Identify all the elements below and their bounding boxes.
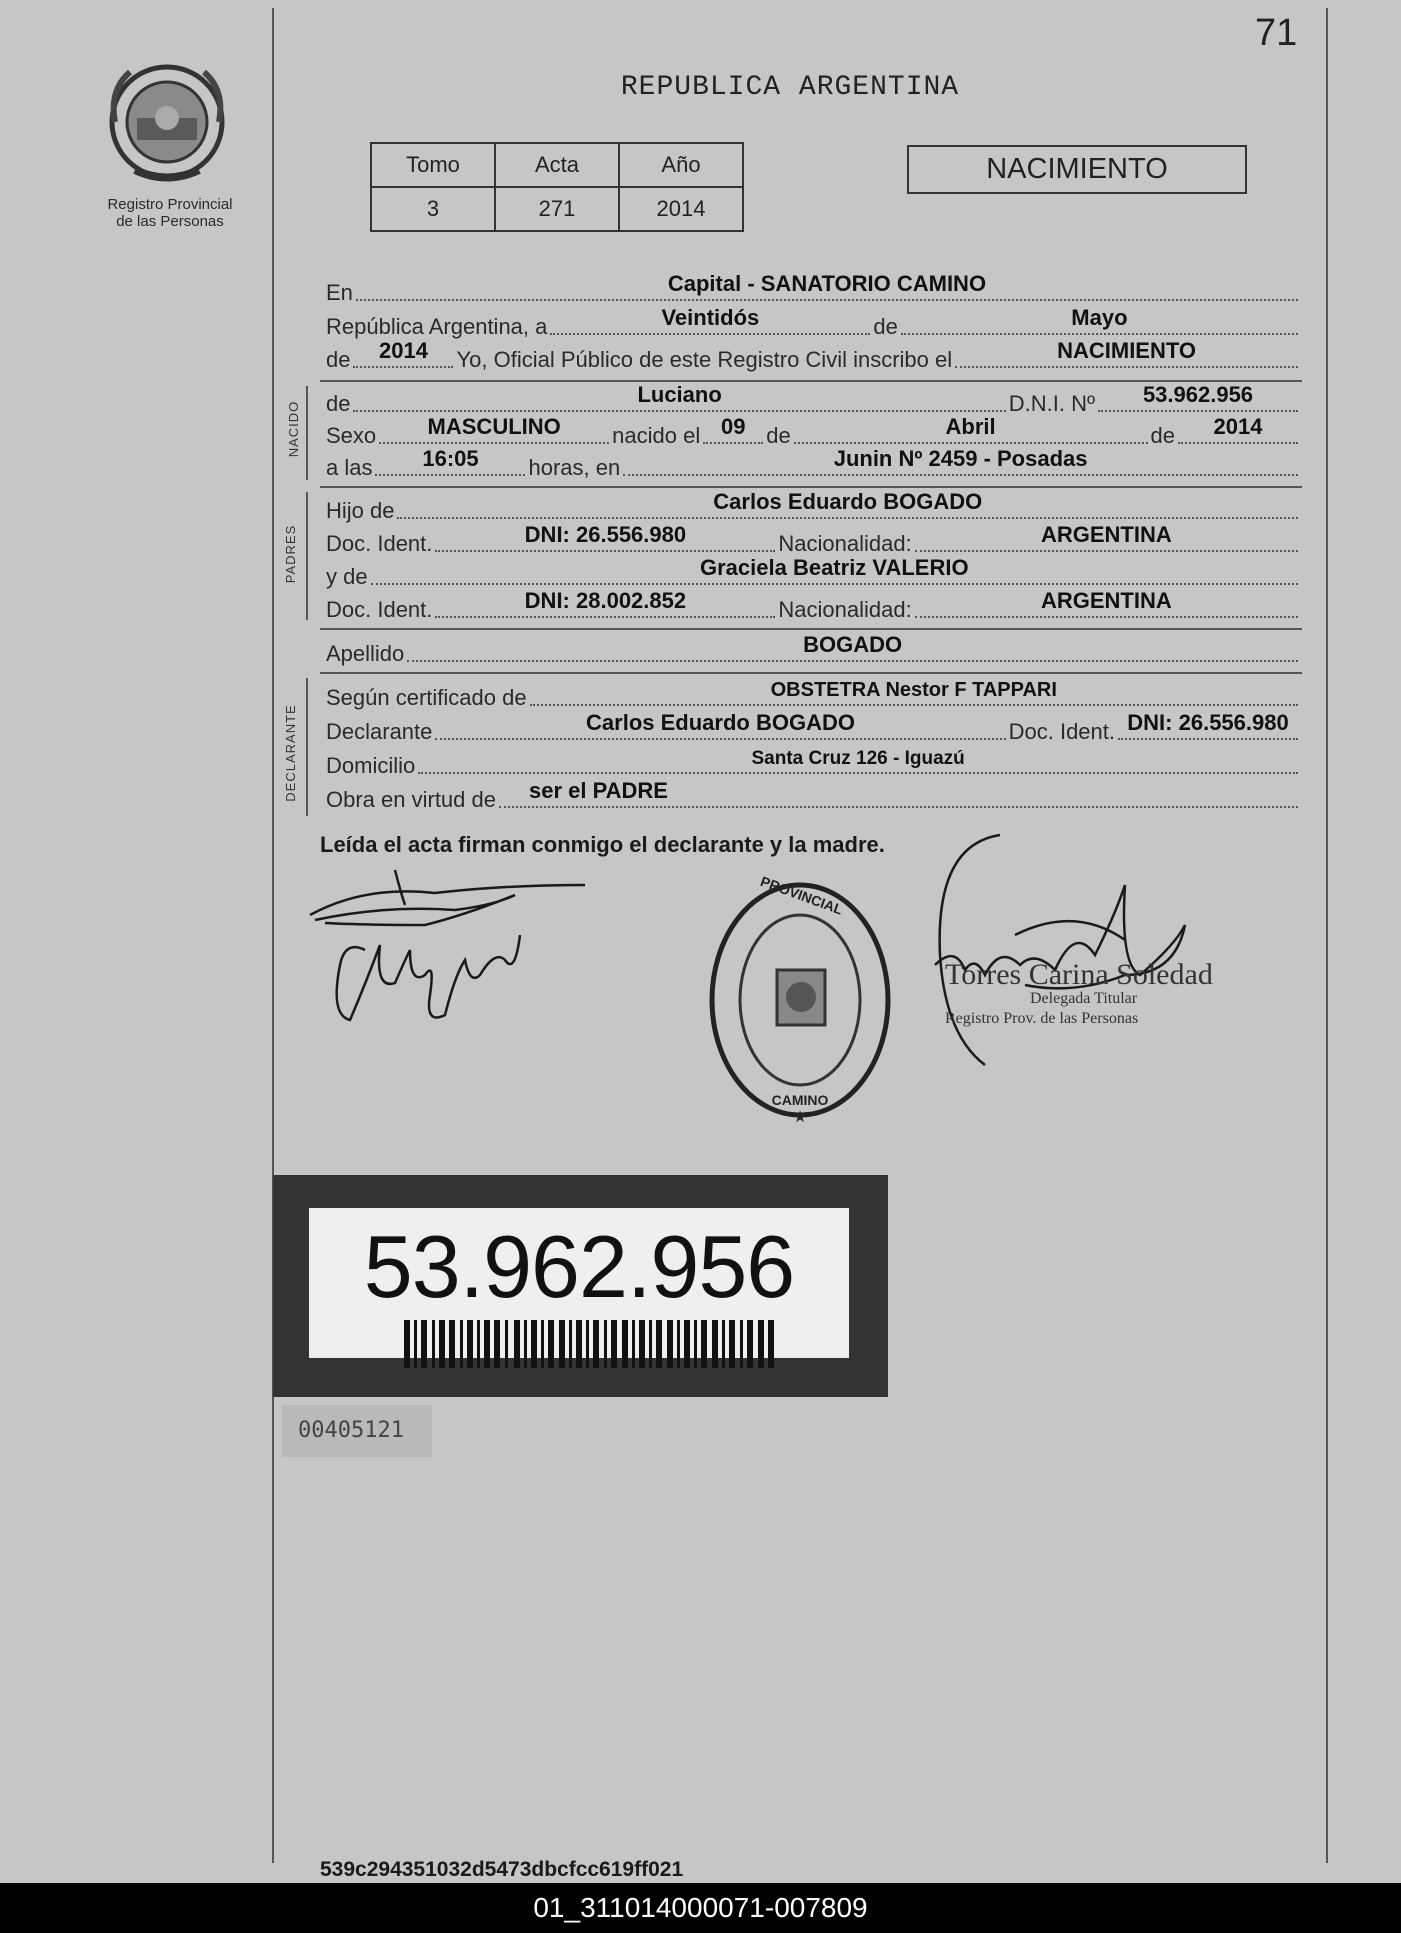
- document-hash: 539c294351032d5473dbcfcc619ff021: [320, 1858, 684, 1881]
- declarante-bracket: [306, 678, 308, 816]
- madre-dni-value: DNI: 28.002.852: [524, 588, 687, 613]
- de-anio-nac-label: de: [1150, 423, 1175, 448]
- row-lugar: [326, 271, 1301, 306]
- leida-statement: Leída el acta firman conmigo el declarante y la madre.: [320, 832, 885, 857]
- declarante-value: Carlos Eduardo BOGADO: [586, 710, 855, 735]
- acta-header: Acta: [495, 143, 619, 187]
- row-obra: [326, 778, 1301, 813]
- officer-role: Delegada Titular: [1030, 990, 1138, 1007]
- tomo-value: 3: [371, 187, 495, 231]
- hijo-de-label: Hijo de: [326, 498, 395, 523]
- nombre-value: Luciano: [637, 382, 722, 407]
- republica-label: República Argentina, a: [326, 314, 548, 339]
- obra-label: Obra en virtud de: [326, 787, 496, 812]
- de-label: de: [873, 314, 898, 339]
- domicilio-label: Domicilio: [326, 753, 416, 778]
- left-margin-line: [272, 8, 274, 1863]
- control-number: 00405121: [282, 1405, 432, 1457]
- row-nombre: [326, 382, 1301, 417]
- inscribo-text: Yo, Oficial Público de este Registro Civil inscribo el: [456, 347, 953, 372]
- logo-caption: [80, 196, 260, 230]
- declarante-label: Declarante: [326, 719, 433, 744]
- anio-inscripcion-value: 2014: [379, 338, 428, 363]
- officer-office: Registro Prov. de las Personas: [945, 1010, 1139, 1027]
- de-anio-label: de: [326, 347, 351, 372]
- acta-table-value-row: [371, 187, 743, 231]
- row-domicilio: [326, 749, 1301, 779]
- nacido-bracket: [306, 386, 308, 480]
- padre-dni-value: DNI: 26.556.980: [524, 522, 687, 547]
- dni-barcode-label: [273, 1175, 888, 1397]
- nacimiento-mes-value: Abril: [945, 414, 996, 439]
- a-las-label: a las: [326, 455, 373, 480]
- barcode-label-inner: [309, 1208, 849, 1358]
- domicilio-value: Santa Cruz 126 - Iguazú: [751, 748, 965, 769]
- officer-name: Torres Carina Soledad: [945, 958, 1213, 991]
- madre-value: Graciela Beatriz VALERIO: [700, 555, 969, 580]
- row-apellido: [326, 632, 1301, 667]
- madre-nacionalidad-label: Nacionalidad:: [778, 597, 912, 622]
- page-title: REPUBLICA ARGENTINA: [620, 72, 960, 103]
- row-padre-doc: [326, 522, 1301, 557]
- apellido-label: Apellido: [326, 641, 405, 666]
- anio-header: Año: [619, 143, 743, 187]
- lugar-nacimiento-value: Junin Nº 2459 - Posadas: [833, 446, 1088, 471]
- nacimiento-dia-value: 09: [720, 414, 746, 439]
- dni-value: 53.962.956: [1142, 382, 1254, 407]
- section-divider: [320, 672, 1302, 674]
- barcode-icon: [404, 1320, 774, 1368]
- section-divider: [320, 486, 1302, 488]
- logo-caption-line1: Registro Provincial: [107, 196, 233, 213]
- en-label: En: [326, 280, 353, 305]
- row-certificado: [326, 681, 1301, 711]
- section-divider: [320, 628, 1302, 630]
- hora-value: 16:05: [422, 446, 479, 471]
- nacimiento-anio-value: 2014: [1213, 414, 1263, 439]
- row-padre: [326, 489, 1301, 524]
- svg-text:CAMINO: CAMINO: [771, 1092, 829, 1108]
- row-fecha: [326, 305, 1301, 340]
- declarante-side-label: DECLARANTE: [283, 704, 298, 802]
- acta-value: 271: [495, 187, 619, 231]
- padre-doc-label: Doc. Ident.: [326, 531, 433, 556]
- sexo-label: Sexo: [326, 423, 377, 448]
- obra-value: ser el PADRE: [528, 778, 668, 803]
- madre-nacionalidad-value: ARGENTINA: [1040, 588, 1172, 613]
- barcode-number: 53.962.956: [363, 1217, 795, 1316]
- horas-en-label: horas, en: [528, 455, 621, 480]
- anio-value: 2014: [619, 187, 743, 231]
- padre-nacionalidad-value: ARGENTINA: [1040, 522, 1172, 547]
- right-margin-line: [1326, 8, 1328, 1863]
- row-madre: [326, 555, 1301, 590]
- madre-doc-label: Doc. Ident.: [326, 597, 433, 622]
- padre-nacionalidad-label: Nacionalidad:: [778, 531, 912, 556]
- apellido-value: BOGADO: [803, 632, 903, 657]
- padre-value: Carlos Eduardo BOGADO: [713, 489, 983, 514]
- dni-label: D.N.I. Nº: [1008, 391, 1095, 416]
- row-anio: [326, 338, 1301, 373]
- acta-table-header-row: [371, 143, 743, 187]
- row-hora: [326, 446, 1301, 481]
- certificado-label: Según certificado de: [326, 685, 527, 710]
- document-type-box: NACIMIENTO: [907, 145, 1247, 194]
- declarante-doc-label: Doc. Ident.: [1008, 719, 1115, 744]
- de-mes-label: de: [766, 423, 791, 448]
- acta-reference-table: [370, 142, 744, 232]
- declarante-signature: [305, 865, 595, 1030]
- padres-bracket: [306, 492, 308, 620]
- sexo-value: MASCULINO: [427, 414, 561, 439]
- de-nombre-label: de: [326, 391, 351, 416]
- dia-value: Veintidós: [661, 305, 760, 330]
- mes-value: Mayo: [1071, 305, 1128, 330]
- footer-id-bar: 01_311014000071-007809: [0, 1883, 1401, 1933]
- row-declarante: [326, 710, 1301, 745]
- misiones-seal-icon: [105, 60, 230, 185]
- svg-text:PROVINCIAL: PROVINCIAL: [758, 873, 846, 918]
- registry-stamp-icon: [705, 870, 905, 1135]
- y-de-label: y de: [326, 564, 368, 589]
- page-number: 71: [1255, 12, 1298, 54]
- nacido-side-label: NACIDO: [286, 400, 301, 458]
- row-sexo: [326, 414, 1301, 449]
- padres-side-label: PADRES: [283, 524, 298, 584]
- tomo-header: Tomo: [371, 143, 495, 187]
- declarante-dni-value: DNI: 26.556.980: [1127, 710, 1289, 735]
- tipo-inscripcion-value: NACIMIENTO: [1057, 338, 1197, 363]
- svg-text:★: ★: [792, 1109, 808, 1126]
- nacido-el-label: nacido el: [612, 423, 701, 448]
- certificado-value: OBSTETRA Nestor F TAPPARI: [770, 679, 1057, 701]
- row-madre-doc: [326, 588, 1301, 623]
- lugar-value: Capital - SANATORIO CAMINO: [667, 271, 987, 296]
- logo-caption-line2: de las Personas: [116, 213, 224, 230]
